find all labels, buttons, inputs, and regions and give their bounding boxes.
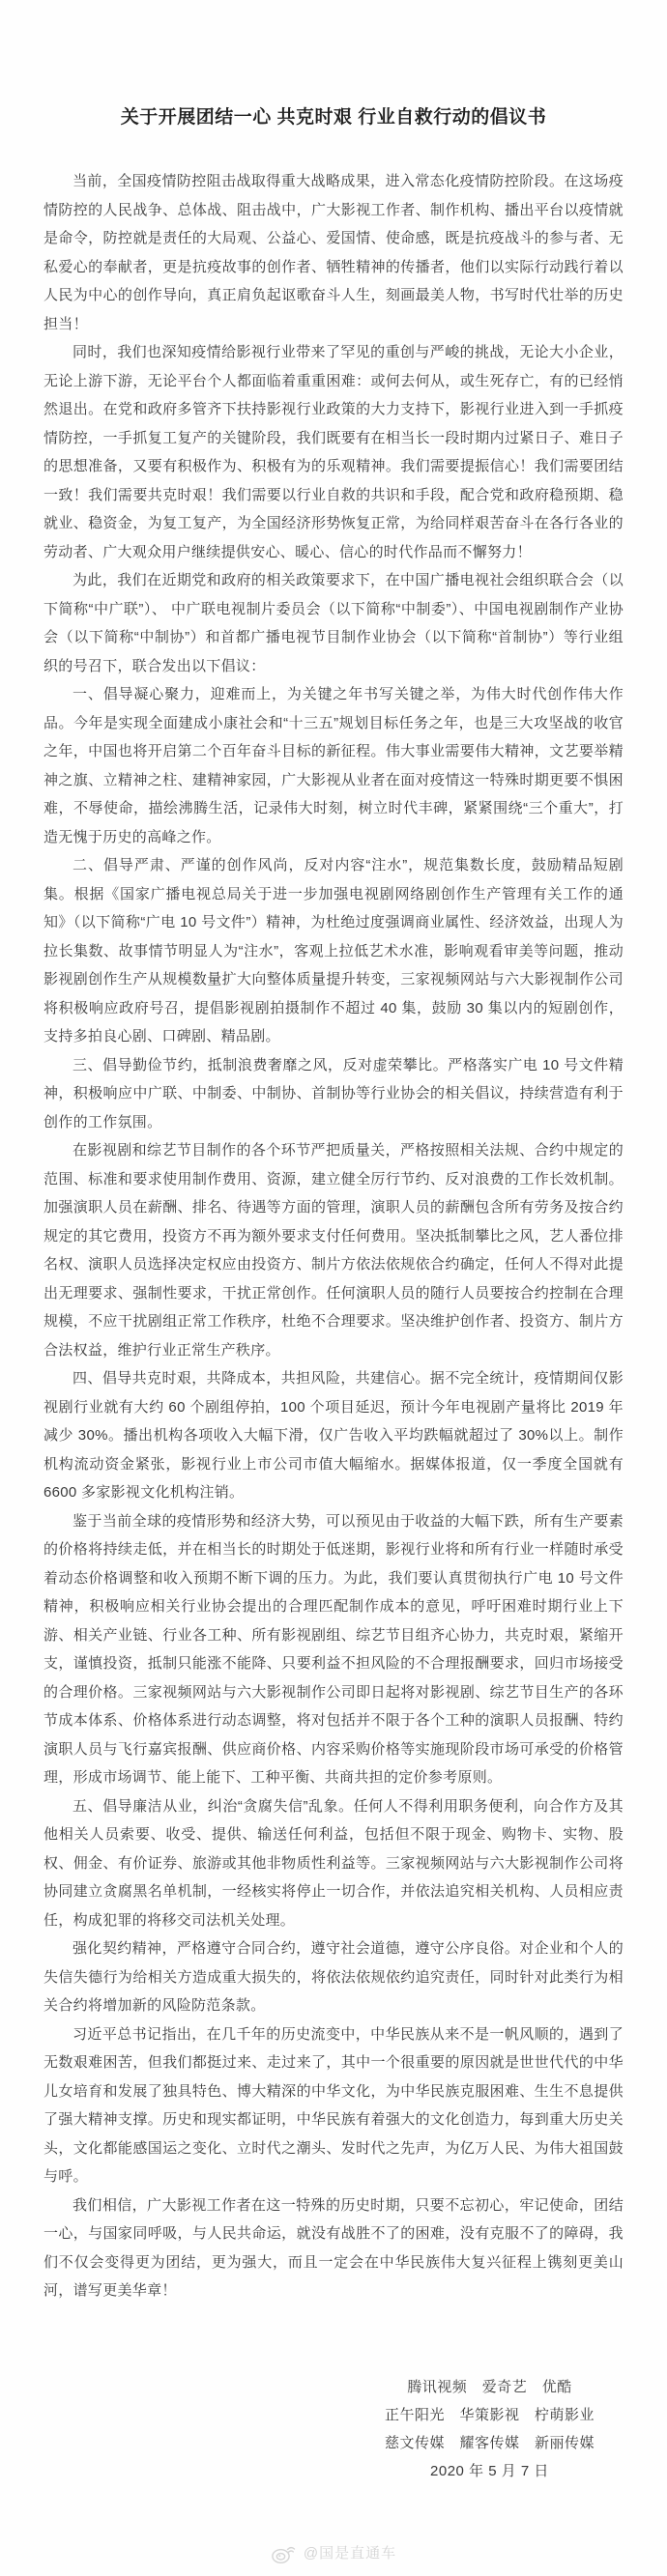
paragraph: 习近平总书记指出，在几千年的历史流变中，中华民族从来不是一帆风顺的，遇到了无数艰难困苦，但我们都挺过来、走过来了，其中一个很重要的原因就是世世代代的中华儿女培育和发展了独具特色、博大精深的中华文化，为中华民族克服困难、生生不息提供了强大精神支撑。历史和现实都证明，中华民族有着强大的文化创造力，每到重大历史关头，文化都能感国运之变化、立时代之潮头、发时代之先声，为亿万人民、为伟大祖国鼓与呼。 [44, 2025, 624, 2185]
paragraph: 一、倡导凝心聚力，迎难而上，为关键之年书写关键之举，为伟大时代创作伟大作品。今年是实现全面建成小康社会和“十三五”规划目标任务之年，也是三大攻坚战的收官之年，中国也将开启第二个百年奋斗目标的新征程。伟大事业需要伟大精神，文艺要举精神之旗、立精神之柱、建精神家园，广大影视从业者在面对疫情这一特殊时期更要不惧困难，不辱使命，描绘沸腾生活，记录伟大时刻，树立时代丰碑，紧紧围绕“三个重大”，打造无愧于历史的高峰之作。 [44, 686, 624, 845]
document-body [44, 167, 624, 2305]
paragraph: 在影视剧和综艺节目制作的各个环节严把质量关，严格按照相关法规、合约中规定的范围、标准和要求使用制作费用、资源，建立健全厉行节约、反对浪费的工作长效机制。加强演职人员在薪酬、排名、待遇等方面的管理，演职人员的薪酬包含所有劳务及按合约规定的其它费用，投资方不再为额外要求支付任何费用。坚决抵制攀比之风，艺人番位排名权、演职人员选择决定权应由投资方、制片方依法依规依合约确定，任何人不得对此提出无理要求、强制性要求，干扰正常创作。任何演职人员的随行人员要按合约控制在合理规模，不应干扰剧组正常工作秩序，杜绝不合理要求。坚决维护创作者、投资方、制片方合法权益，维护行业正常生产秩序。 [44, 1142, 624, 1359]
signatory-line: 腾讯视频 爱奇艺 优酷 [407, 2378, 572, 2395]
paragraph: 二、倡导严肃、严谨的创作风尚，反对内容“注水”，规范集数长度，鼓励精品短剧集。根据《国家广播电视总局关于进一步加强电视剧网络剧创作生产管理有关工作的通知》（以下简称“广电 10 号文件”）精神，为杜绝过度强调商业属性、经济效益，出现人为拉长集数、故事情节明显人为“注水”，客观上拉低艺术水准，影响观看审美等问题，推动影视剧创作生产从规模数量扩大向整体质量提升转变，三家视频网站与六大影视制作公司将积极响应政府号召，提倡影视剧拍摄制作不超过 40 集，鼓励 30 集以内的短剧创作，支持多拍良心剧、口碑剧、精品剧。 [44, 857, 624, 1045]
paragraph: 五、倡导廉洁从业，纠治“贪腐失信”乱象。任何人不得利用职务便利，向合作方及其他相关人员索要、收受、提供、输送任何利益，包括但不限于现金、购物卡、实物、股权、佣金、有价证券、旅游或其他非物质性利益等。三家视频网站与六大影视制作公司将协同建立贪腐黑名单机制，一经核实将停止一切合作，并依法追究相关机构、人员相应责任，构成犯罪的将移交司法机关处理。 [44, 1797, 624, 1929]
paragraph: 当前，全国疫情防控阻击战取得重大战略成果，进入常态化疫情防控阶段。在这场疫情防控的人民战争、总体战、阻击战中，广大影视工作者、制作机构、播出平台以疫情就是命令，防控就是责任的大局观、公益心、爱国情、使命感，既是抗疫战斗的参与者、无私爱心的奉献者，更是抗疫故事的创作者、牺牲精神的传播者，他们以实际行动践行着以人民为中心的创作导向，真正肩负起讴歌奋斗人生，刻画最美人物，书写时代壮举的历史担当！ [44, 173, 624, 332]
signature-block [385, 2373, 594, 2485]
paragraph: 三、倡导勤俭节约，抵制浪费奢靡之风，反对虚荣攀比。严格落实广电 10 号文件精神，积极响应中广联、中制委、中制协、首制协等行业协会的相关倡议，持续营造有利于创作的工作氛围。 [44, 1056, 624, 1131]
signature-date: 2020 年 5 月 7 日 [430, 2462, 549, 2479]
paragraph: 为此，我们在近期党和政府的相关政策要求下，在中国广播电视社会组织联合会（以下简称“中广联”）、 中广联电视制片委员会（以下简称“中制委”）、中国电视剧制作产业协会（以下简称“中制协”）和首都广播电视节目制作业协会（以下简称“首制协”）等行业组织的号召下，联合发出以下倡议： [44, 572, 624, 674]
watermark [0, 2541, 667, 2564]
paragraph: 同时，我们也深知疫情给影视行业带来了罕见的重创与严峻的挑战，无论大小企业，无论上游下游，无论平台个人都面临着重重困难：或何去何从，或生死存亡，有的已经悄然退出。在党和政府多管齐下扶持影视行业政策的大力支持下，影视行业进入到一手抓疫情防控，一手抓复工复产的关键阶段，我们既要有在相当长一段时期内过紧日子、难日子的思想准备，又要有积极作为、积极有为的乐观精神。我们需要提振信心！我们需要团结一致！我们需要共克时艰！我们需要以行业自救的共识和手段，配合党和政府稳预期、稳就业、稳资金，为复工复产，为全国经济形势恢复正常，为给同样艰苦奋斗在各行各业的劳动者、广大观众用户继续提供安心、暖心、信心的时代作品而不懈努力！ [44, 344, 624, 560]
weibo-icon [271, 2541, 297, 2564]
paragraph: 鉴于当前全球的疫情形势和经济大势，可以预见由于收益的大幅下跌，所有生产要素的价格将持续走低，并在相当长的时期处于低迷期，影视行业将和所有行业一样随时承受着动态价格调整和收入预期不断下调的压力。为此，我们要认真贯彻执行广电 10 号文件精神，积极响应相关行业协会提出的合理匹配制作成本的意见，呼吁困难时期行业上下游、相关产业链、行业各工种、所有影视剧组、综艺节目组齐心协力，共克时艰，紧缩开支，谨慎投资，抵制只能涨不能降、只要利益不担风险的不合理报酬要求，回归市场接受的合理价格。三家视频网站与六大影视制作公司即日起将对影视剧、综艺节目生产的各环节成本体系、价格体系进行动态调整，将对包括并不限于各个工种的演职人员报酬、特约演职人员与飞行嘉宾报酬、供应商价格、内容采购价格等实施现阶段市场可承受的价格管理，形成市场调节、能上能下、工种平衡、共商共担的定价参考原则。 [44, 1512, 624, 1786]
paragraph: 四、倡导共克时艰，共降成本，共担风险，共建信心。据不完全统计，疫情期间仅影视剧行业就有大约 60 个剧组停拍，100 个项目延迟，预计今年电视剧产量将比 2019 年减少 30%。播出机构各项收入大幅下滑，仅广告收入平均跌幅就超过了 30%以上。制作机构流动资金紧张，影视行业上市公司市值大幅缩水。据媒体报道，仅一季度全国就有 6600 多家影视文化机构注销。 [44, 1370, 624, 1501]
paragraph: 强化契约精神，严格遵守合同合约，遵守社会道德，遵守公序良俗。对企业和个人的失信失德行为给相关方造成重大损失的，将依法依规依约追究责任，同时针对此类行为相关合约将增加新的风险防范条款。 [44, 1940, 624, 2014]
document-title: 关于开展团结一心 共克时艰 行业自救行动的倡议书 [120, 107, 547, 128]
signatory-companies [385, 2373, 594, 2457]
paragraph: 我们相信，广大影视工作者在这一特殊的历史时期，只要不忘初心，牢记使命，团结一心，与国家同呼吸，与人民共命运，就没有战胜不了的困难，没有克服不了的障碍，我们不仅会变得更为团结，更为强大，而且一定会在中华民族伟大复兴征程上镌刻更美山河，谱写更美华章！ [44, 2196, 624, 2299]
signatory-line: 正午阳光 华策影视 柠萌影业 [384, 2406, 594, 2423]
watermark-text: @国是直通车 [303, 2545, 397, 2562]
signatory-line: 慈文传媒 耀客传媒 新丽传媒 [384, 2434, 594, 2451]
